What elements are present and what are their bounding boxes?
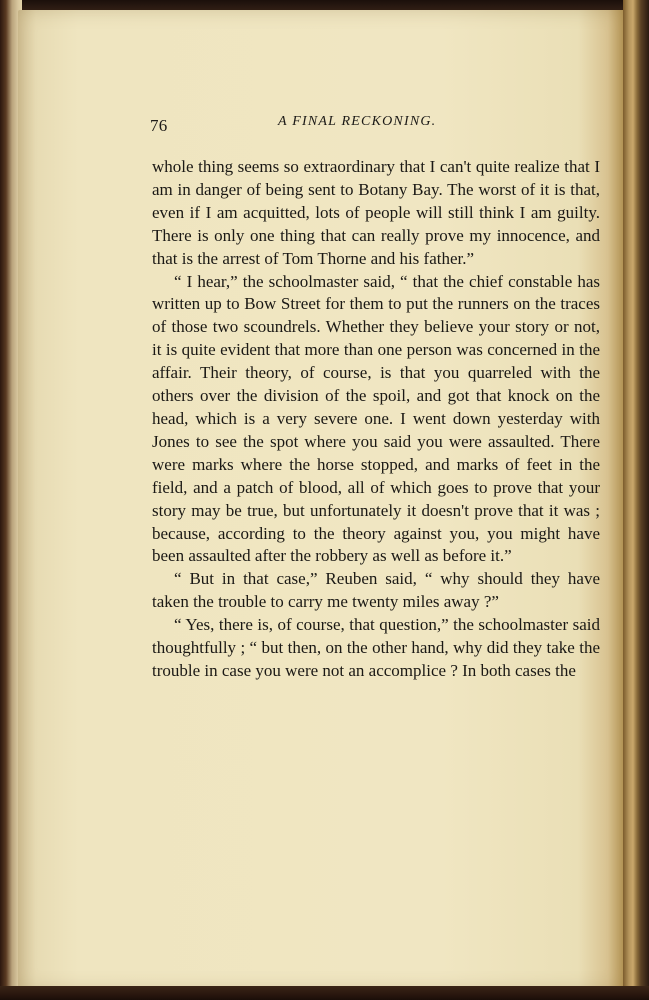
paragraph: “ I hear,” the schoolmaster said, “ that the chief constable has written up to Bow Street for them to put the runners on the traces of those two scoundrels. Whether they believe your story or not, it is quite evident that more than one person was concerned in the affair. Their theory, of course, is that you quarreled with the others over the division of the spoil, and got that knock on the head, which is a very severe one. I went down yesterday with Jones to see the spot where you said you were assaulted. There were marks where the horse stopped, and marks of feet in the field, and a patch of blood, all of which goes to prove that your story may be true, but unfortunately it doesn't prove that it was ; because, according to the theory against you, you might have been assaulted after the robbery as well as before it.”: [152, 271, 600, 566]
page-number: 76: [150, 116, 168, 135]
page-header: [134, 114, 474, 136]
page-stack-edge: [623, 0, 649, 1000]
running-head: A FINAL RECKONING.: [278, 114, 437, 129]
page-paper: [18, 10, 625, 990]
book-bottom-edge: [0, 986, 649, 1000]
paragraph: “ But in that case,” Reuben said, “ why should they have taken the trouble to carry me twenty miles away ?”: [152, 569, 600, 612]
paragraph: whole thing seems so extraordinary that I can't quite realize that I am in danger of being sent to Botany Bay. The worst of it is that, even if I am acquitted, lots of people will still think I am guilty. There is only one thing that can really prove my innocence, and that is the arrest of Tom Thorne and his father.”: [152, 157, 600, 268]
paragraph: “ Yes, there is, of course, that question,” the schoolmaster said thoughtfully ; “ but then, on the other hand, why did they take the trouble in case you were not an accomplice ? In both cases the: [152, 615, 600, 680]
body-text: [152, 156, 600, 683]
